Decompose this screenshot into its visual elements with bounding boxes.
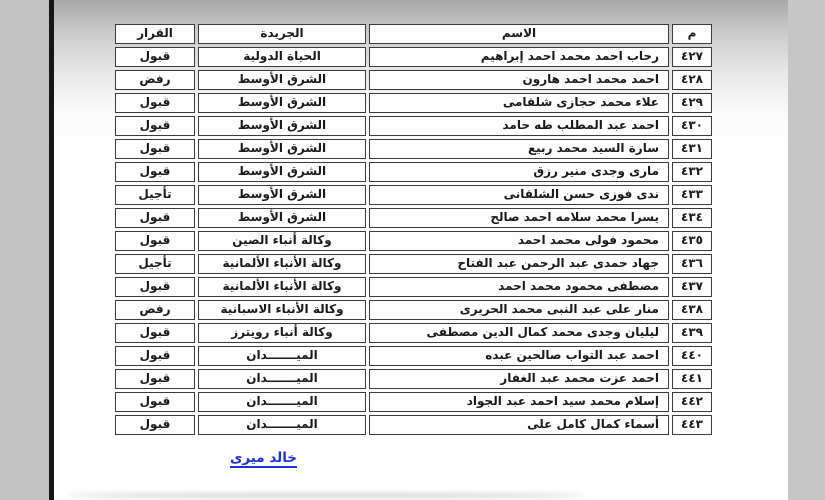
cell-name: سارة السيد محمد ربيع: [369, 139, 669, 159]
cell-newspaper: وكالة الأنباء الألمانية: [198, 277, 366, 297]
table-row: [115, 162, 712, 182]
table-row: [115, 415, 712, 435]
cell-decision: قبول: [115, 415, 195, 435]
header-decision: القرار: [115, 24, 195, 44]
cell-num: ٤٢٩: [672, 93, 712, 113]
table-row: [115, 277, 712, 297]
cell-num: ٤٤٠: [672, 346, 712, 366]
table-header: [115, 24, 712, 44]
results-table: [112, 21, 715, 438]
cell-newspaper: الشرق الأوسط: [198, 116, 366, 136]
table-row: [115, 93, 712, 113]
cell-newspaper: الشرق الأوسط: [198, 208, 366, 228]
cell-decision: قبول: [115, 116, 195, 136]
cell-decision: قبول: [115, 47, 195, 67]
cell-newspaper: وكالة أنباء رويترز: [198, 323, 366, 343]
header-num: م: [672, 24, 712, 44]
cell-decision: قبول: [115, 323, 195, 343]
cell-num: ٤٣٤: [672, 208, 712, 228]
table-body: [115, 47, 712, 435]
cell-newspaper: الشرق الأوسط: [198, 162, 366, 182]
cell-name: يسرا محمد سلامه احمد صالح: [369, 208, 669, 228]
cell-decision: تأجيل: [115, 185, 195, 205]
cell-name: احمد عزت محمد عبد الغفار: [369, 369, 669, 389]
table-row: [115, 47, 712, 67]
table-row: [115, 208, 712, 228]
scan-smudge: [66, 492, 586, 499]
cell-newspaper: الميـــــــدان: [198, 392, 366, 412]
cell-newspaper: الشرق الأوسط: [198, 93, 366, 113]
cell-name: رحاب احمد محمد احمد إبراهيم: [369, 47, 669, 67]
header-newspaper: الجريدة: [198, 24, 366, 44]
cell-decision: قبول: [115, 139, 195, 159]
cell-num: ٤٣٣: [672, 185, 712, 205]
cell-num: ٤٤٣: [672, 415, 712, 435]
cell-num: ٤٣٥: [672, 231, 712, 251]
cell-newspaper: الميـــــــدان: [198, 415, 366, 435]
cell-name: احمد محمد احمد هارون: [369, 70, 669, 90]
cell-decision: قبول: [115, 162, 195, 182]
table-row: [115, 185, 712, 205]
cell-num: ٤٣١: [672, 139, 712, 159]
cell-name: ندى فوزى حسن الشلقانى: [369, 185, 669, 205]
cell-decision: رفض: [115, 70, 195, 90]
cell-num: ٤٤٢: [672, 392, 712, 412]
document-page: [54, 0, 788, 500]
cell-newspaper: وكالة أنباء الصين: [198, 231, 366, 251]
cell-name: ليليان وجدى محمد كمال الدين مصطفى: [369, 323, 669, 343]
cell-name: محمود فولى محمد احمد: [369, 231, 669, 251]
table-row: [115, 70, 712, 90]
cell-num: ٤٣٧: [672, 277, 712, 297]
cell-decision: قبول: [115, 93, 195, 113]
cell-newspaper: الحياة الدولية: [198, 47, 366, 67]
cell-name: علاء محمد حجازى شلقامى: [369, 93, 669, 113]
cell-num: ٤٤١: [672, 369, 712, 389]
cell-name: احمد عبد التواب صالحين عبده: [369, 346, 669, 366]
cell-name: احمد عبد المطلب طه حامد: [369, 116, 669, 136]
table-row: [115, 231, 712, 251]
cell-name: مصطفى محمود محمد احمد: [369, 277, 669, 297]
cell-name: جهاد حمدى عبد الرحمن عبد الفتاح: [369, 254, 669, 274]
table-row: [115, 254, 712, 274]
cell-num: ٤٣٠: [672, 116, 712, 136]
cell-num: ٤٣٦: [672, 254, 712, 274]
cell-num: ٤٢٨: [672, 70, 712, 90]
cell-num: ٤٣٨: [672, 300, 712, 320]
cell-num: ٤٣٢: [672, 162, 712, 182]
cell-decision: رفض: [115, 300, 195, 320]
cell-name: إسلام محمد سيد احمد عبد الجواد: [369, 392, 669, 412]
cell-name: أسماء كمال كامل على: [369, 415, 669, 435]
cell-newspaper: الميـــــــدان: [198, 346, 366, 366]
cell-decision: قبول: [115, 369, 195, 389]
table-row: [115, 392, 712, 412]
cell-decision: قبول: [115, 277, 195, 297]
header-name: الاسم: [369, 24, 669, 44]
table-row: [115, 300, 712, 320]
cell-decision: قبول: [115, 346, 195, 366]
cell-newspaper: الميـــــــدان: [198, 369, 366, 389]
table-row: [115, 369, 712, 389]
cell-decision: قبول: [115, 208, 195, 228]
cell-num: ٤٢٧: [672, 47, 712, 67]
cell-newspaper: الشرق الأوسط: [198, 70, 366, 90]
cell-decision: قبول: [115, 392, 195, 412]
cell-decision: تأجيل: [115, 254, 195, 274]
cell-num: ٤٣٩: [672, 323, 712, 343]
header-row: [115, 24, 712, 44]
cell-name: مارى وجدى منير رزق: [369, 162, 669, 182]
table-row: [115, 346, 712, 366]
signature-text: خالد ميرى: [230, 450, 298, 466]
table-row: [115, 116, 712, 136]
cell-newspaper: الشرق الأوسط: [198, 185, 366, 205]
cell-newspaper: وكالة الأنباء الاسبانية: [198, 300, 366, 320]
cell-decision: قبول: [115, 231, 195, 251]
cell-name: منار على عبد النبى محمد الحريرى: [369, 300, 669, 320]
scan-left-margin: [0, 0, 49, 500]
table-row: [115, 139, 712, 159]
table-row: [115, 323, 712, 343]
cell-newspaper: وكالة الأنباء الألمانية: [198, 254, 366, 274]
cell-newspaper: الشرق الأوسط: [198, 139, 366, 159]
